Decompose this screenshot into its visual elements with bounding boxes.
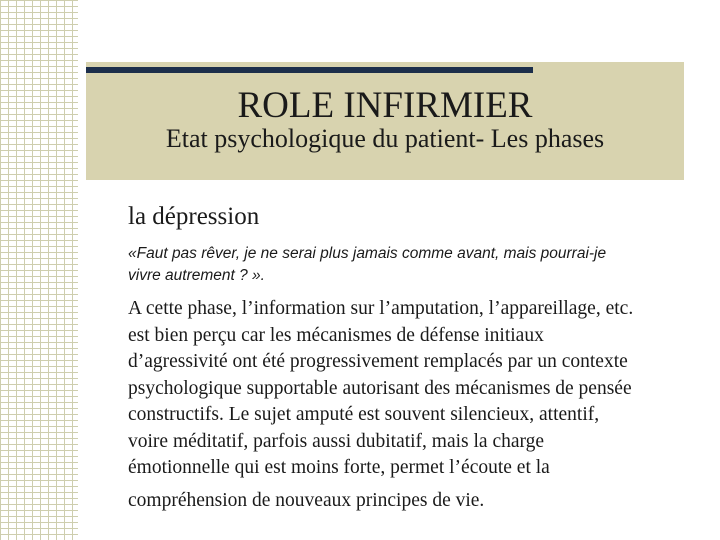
title-underline: [86, 176, 684, 178]
body-line: voire méditatif, parfois aussi dubitatif, mais la charge: [128, 430, 545, 452]
body-line: d’agressivité ont été progressivement remplacés par un contexte: [128, 351, 628, 372]
slide-title: ROLE INFIRMIER: [237, 85, 533, 126]
patient-quote: [128, 243, 708, 287]
body-line: compréhension de nouveaux principes de vie.: [128, 489, 485, 511]
body-line: A cette phase, l’information sur l’amputation, l’appareillage, etc.: [128, 298, 634, 319]
body-line: psychologique supportable autorisant des mécanismes de pensée: [128, 377, 632, 399]
body-paragraph: [128, 296, 708, 514]
title-accent-rule: [86, 67, 533, 73]
quote-line: vivre autrement ? ».: [128, 267, 265, 284]
slide-subtitle: Etat psychologique du patient- Les phases: [165, 124, 605, 153]
section-heading: la dépression: [128, 203, 260, 230]
body-line: émotionnelle qui est moins forte, permet l’écoute et la: [128, 457, 550, 478]
body-line: est bien perçu car les mécanismes de défense initiaux: [128, 324, 544, 346]
body-line: constructifs. Le sujet amputé est souvent silencieux, attentif,: [128, 404, 600, 425]
quote-line: «Faut pas rêver, je ne serai plus jamais comme avant, mais pourrai-je: [128, 245, 607, 262]
side-decorative-pattern: [0, 0, 78, 540]
